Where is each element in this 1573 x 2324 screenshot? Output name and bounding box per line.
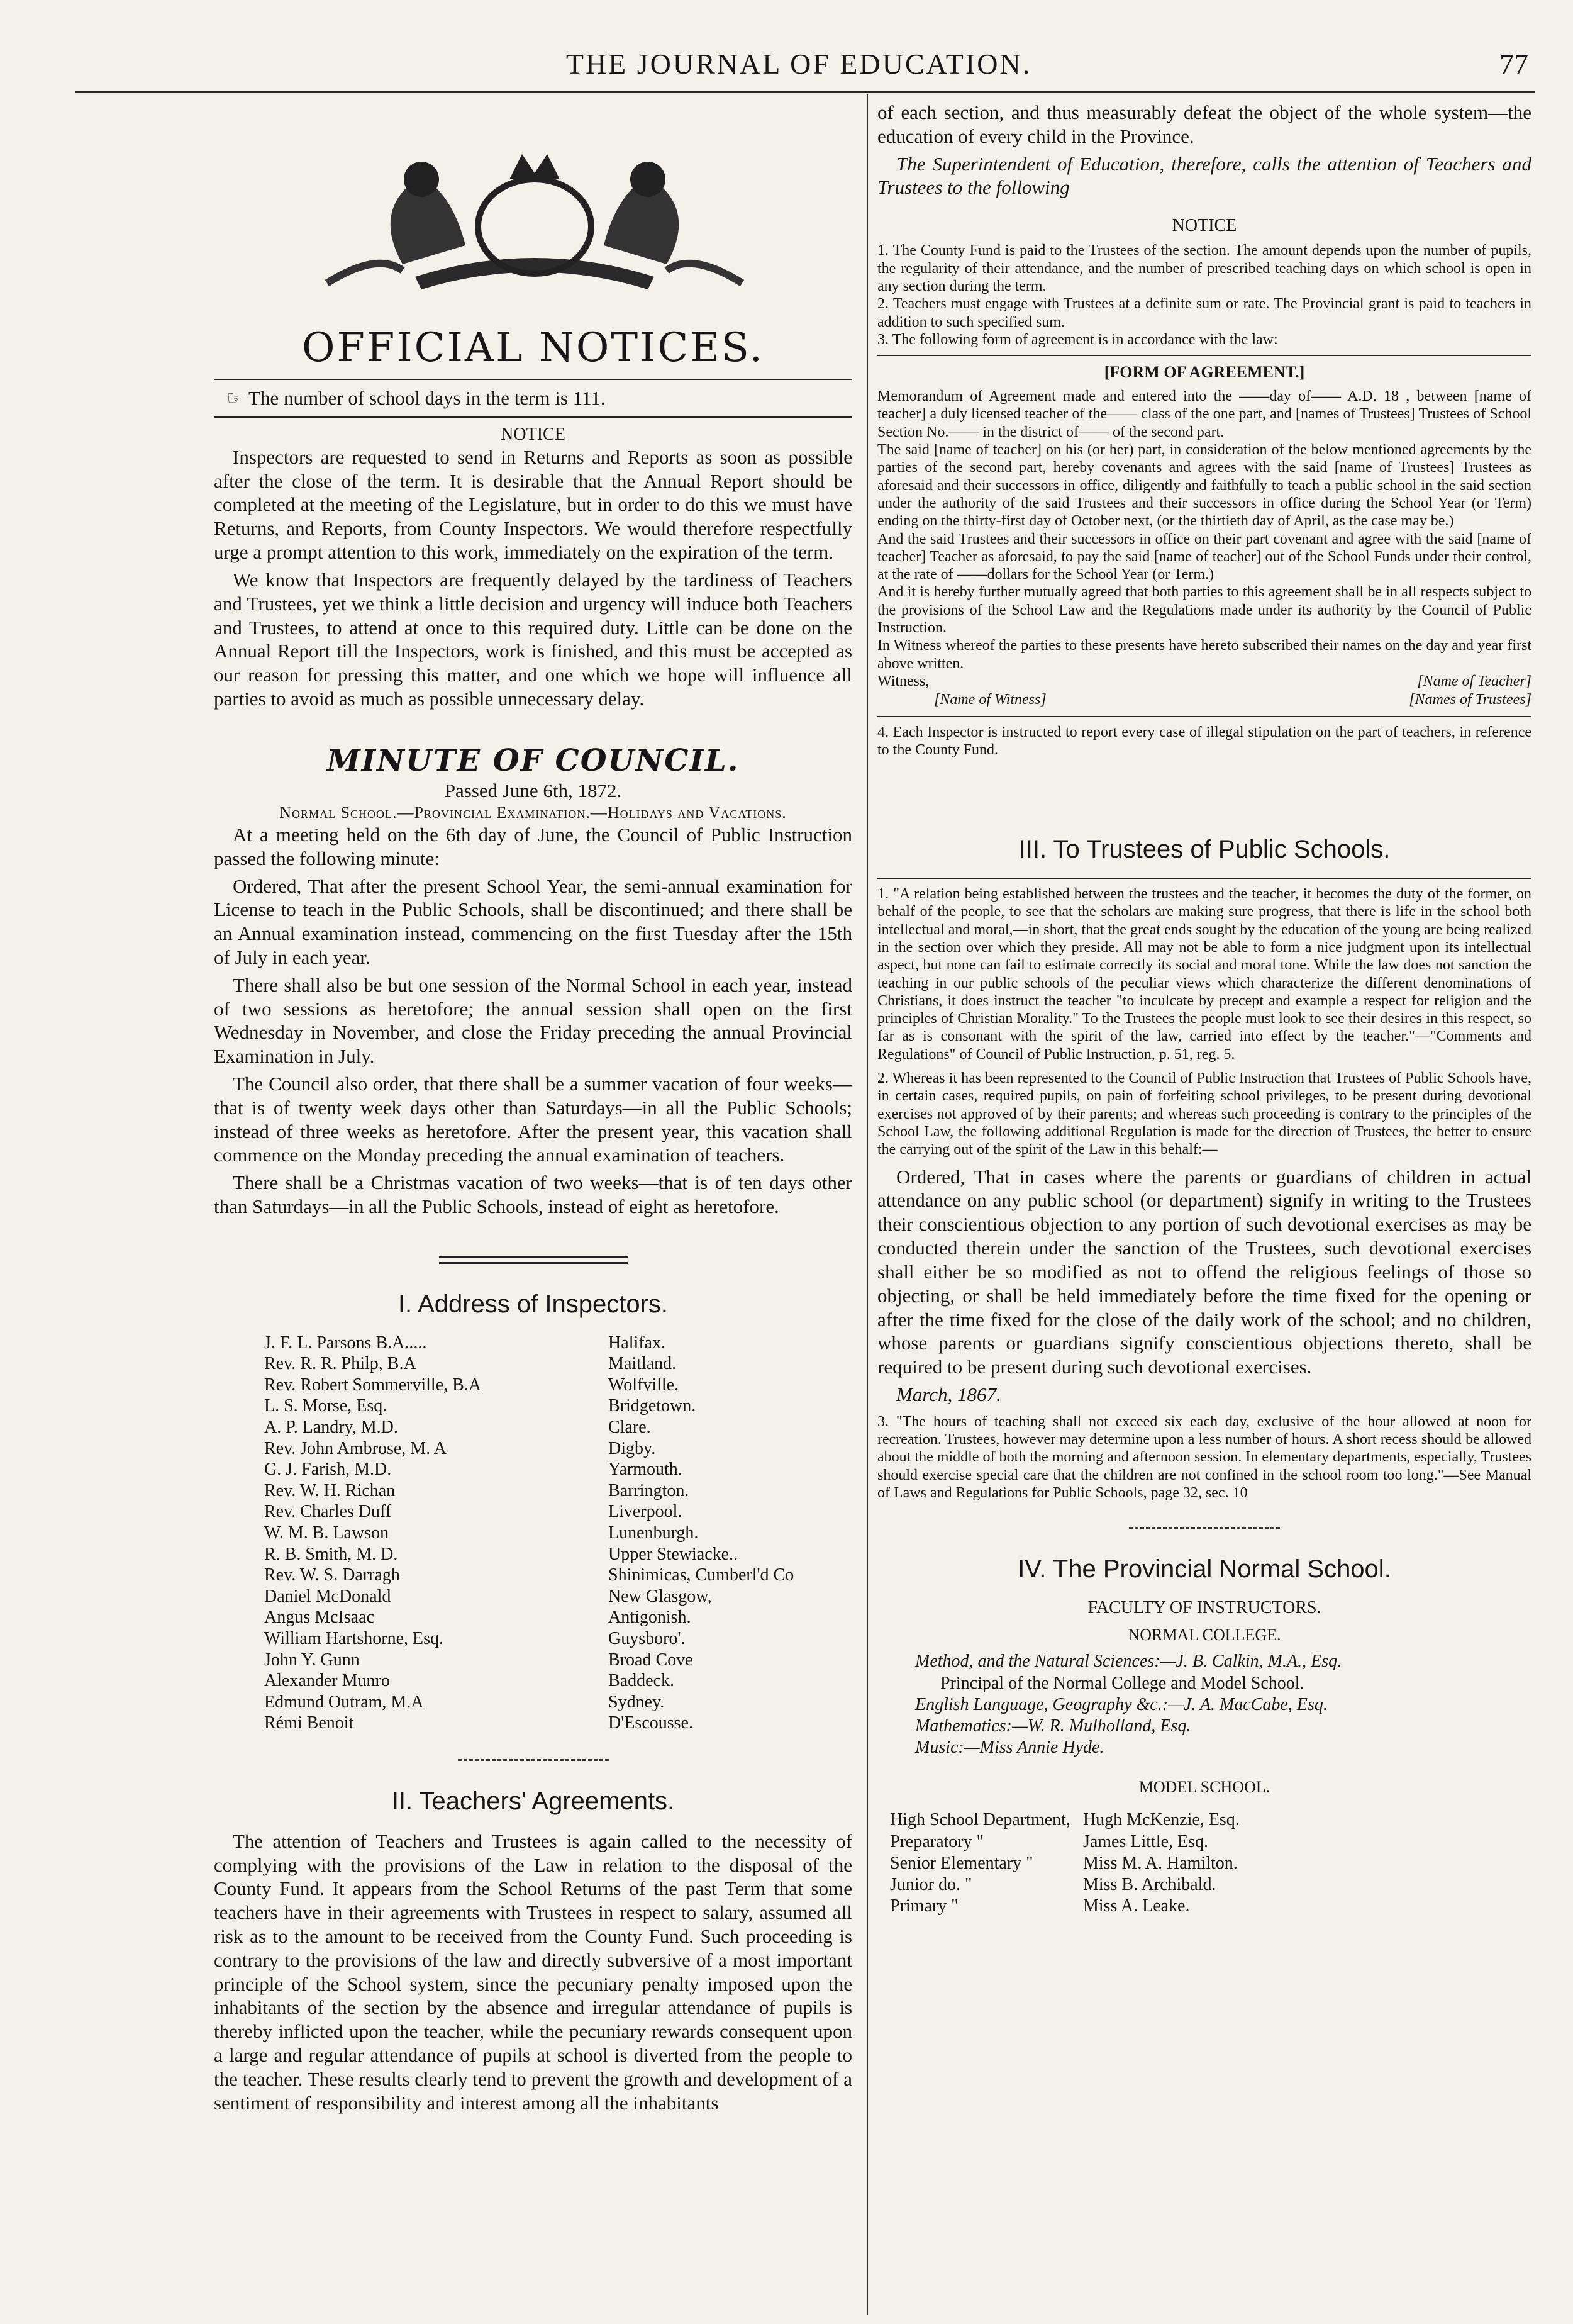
trustees-signature: [Names of Trustees]	[1409, 691, 1531, 708]
teacher-signature: [Name of Teacher]	[1417, 673, 1531, 690]
table-row	[890, 1896, 1252, 1917]
inspector-name: John Y. Gunn	[264, 1650, 360, 1670]
trustees-paragraph: 1. "A relation being established between the trustees and the teacher, it becomes the duty of the former, on behalf of the people, to see that the scholars are making sure progress, that there is life in the school both intellectual and moral,—in short, that the great ends sought by the education of the young are being realized in the section over which they preside. All may not be able to form a nice judgment upon its intellectual aspect, but none can fail to estimate correctly its social and moral tone. While the law does not sanction the teaching in our public schools of the peculiar views which characterize the different denominations of Christians, it does instruct the teacher "to inculcate by precept and example a respect for religion and the principles of Christian Morality." To the Trustees the people must look to see their desires in this respect, so far as is consonant with the spirit of the law, carried into effect by the teacher."—"Comments and Regulations" of Council of Public Instruction, p. 51, reg. 5.	[877, 885, 1531, 1063]
department: High School Department,	[890, 1810, 1070, 1830]
section-heading-normal-school: IV. The Provincial Normal School.	[1018, 1555, 1391, 1584]
minute-paragraph: Ordered, That after the present School Year, the semi-annual examination for License to teach in the Public Schools, shall be discontinued; and there shall be an Annual examination instead, commencing on the first Tuesday after the 15th of July in each year.	[214, 874, 852, 968]
section-heading-agreements: II. Teachers' Agreements.	[391, 1787, 675, 1815]
inspector-name: G. J. Farish, M.D.	[264, 1460, 392, 1480]
staff-name: Miss B. Archibald.	[1082, 1874, 1216, 1894]
inspector-place: D'Escousse.	[608, 1713, 693, 1733]
form-heading: [FORM OF AGREEMENT.]	[1104, 363, 1305, 382]
superintendent-paragraph: The Superintendent of Education, therefore, calls the attention of Teachers and Trustees to the following	[877, 152, 1531, 199]
school-days-text: The number of school days in the term is 111.	[248, 386, 606, 409]
inspector-name: Edmund Outram, M.A	[264, 1692, 424, 1712]
inspector-name: Angus McIsaac	[264, 1607, 374, 1628]
form-paragraph: In Witness whereof the parties to these presents have hereto subscribed their names on the day and year first above written.	[877, 637, 1531, 672]
section-heading-inspectors: I. Address of Inspectors.	[397, 1290, 669, 1318]
divider	[214, 416, 852, 418]
inspector-name: R. B. Smith, M. D.	[264, 1544, 398, 1564]
inspectors-table	[264, 1332, 903, 1734]
list-item: English Language, Geography &c.:—J. A. MacCabe, Esq.	[915, 1694, 1328, 1714]
witness-label: Witness,	[877, 673, 930, 690]
department: Preparatory "	[890, 1831, 984, 1852]
department: Junior do. "	[890, 1874, 972, 1894]
table-row	[890, 1874, 1252, 1896]
inspector-name: Rev. R. R. Philp, B.A	[264, 1354, 416, 1374]
table-row	[264, 1712, 903, 1734]
table-row	[264, 1565, 903, 1586]
minute-of-council-heading: MINUTE OF COUNCIL.	[326, 742, 740, 778]
minute-paragraph: The Council also order, that there shall be a summer vacation of four weeks—that is of twenty week days other than Saturdays—in all the Public Schools; instead of three weeks as heretofore. After the present year, this vacation shall commence on the Monday preceding the annual examination of teachers.	[214, 1073, 852, 1166]
list-item: Method, and the Natural Sciences:—J. B. Calkin, M.A., Esq.	[915, 1651, 1342, 1672]
inspector-name: Rev. John Ambrose, M. A	[264, 1438, 447, 1458]
inspector-place: Broad Cove	[608, 1650, 693, 1670]
staff-name: Hugh McKenzie, Esq.	[1082, 1810, 1240, 1830]
inspector-place: Baddeck.	[608, 1671, 675, 1691]
inspector-place: Bridgetown.	[608, 1396, 696, 1416]
model-school-heading: MODEL SCHOOL.	[1138, 1778, 1270, 1797]
department: Senior Elementary "	[890, 1853, 1033, 1873]
staff-name: Miss A. Leake.	[1082, 1896, 1190, 1916]
inspector-name: William Hartshorne, Esq.	[264, 1628, 444, 1648]
staff-name: Miss M. A. Hamilton.	[1082, 1853, 1238, 1873]
staff-name: James Little, Esq.	[1082, 1831, 1209, 1852]
inspector-name: Rev. Robert Sommerville, B.A	[264, 1375, 482, 1395]
table-row	[264, 1480, 903, 1502]
table-row	[264, 1332, 903, 1354]
inspector-place: Lunenburgh.	[608, 1523, 699, 1543]
inspector-name: L. S. Morse, Esq.	[264, 1396, 387, 1416]
list-item: Music:—Miss Annie Hyde.	[915, 1738, 1104, 1758]
minute-paragraph: There shall be a Christmas vacation of two weeks—that is of ten days other than Saturdays—in all the Public Schools, instead of eight as heretofore.	[214, 1171, 852, 1218]
inspector-name: Alexander Munro	[264, 1671, 390, 1691]
form-paragraph: The said [name of teacher] on his (or her) part, in consideration of the below mentioned agreements by the parties of the second part, hereby covenants and agrees with the said [name of Trustees] Trustees as aforesaid and their successors in office, diligently and faithfully to teach a public school in the said section under the authority of the said Trustees and their successors in office during the School Year (or Term) ending on the thirty-first day of October next, (or the thirtieth day of April, as the case may be.)	[877, 441, 1531, 530]
signature-line	[877, 691, 1531, 709]
page-number: 77	[1499, 48, 1528, 80]
signature-line	[877, 673, 1531, 691]
inspector-place: Sydney.	[608, 1692, 665, 1712]
inspector-name: W. M. B. Lawson	[264, 1523, 389, 1543]
table-row	[264, 1670, 903, 1692]
header-rule	[75, 91, 1535, 93]
pointing-hand-icon: ☞	[226, 386, 244, 409]
table-row	[264, 1501, 903, 1522]
table-row	[264, 1438, 903, 1460]
minute-paragraph: At a meeting held on the 6th day of June, the Council of Public Instruction passed the following minute:	[214, 823, 852, 869]
left-column	[214, 101, 852, 2119]
divider	[877, 355, 1531, 356]
inspector-name: Daniel McDonald	[264, 1586, 391, 1606]
inspector-place: Digby.	[608, 1438, 656, 1458]
inspector-place: Wolfville.	[608, 1375, 679, 1395]
inspector-name: Rev. W. S. Darragh	[264, 1565, 400, 1585]
table-row	[890, 1831, 1252, 1853]
section-divider	[1129, 1527, 1280, 1529]
royal-crest-image	[214, 120, 852, 308]
table-row	[264, 1375, 903, 1396]
inspector-place: Guysboro'.	[608, 1628, 686, 1648]
notice-item: 3. The following form of agreement is in accordance with the law:	[877, 331, 1278, 348]
table-row	[264, 1607, 903, 1628]
divider	[877, 716, 1531, 717]
table-row	[264, 1459, 903, 1480]
inspector-place: Liverpool.	[608, 1502, 682, 1522]
inspector-place: New Glasgow,	[608, 1586, 712, 1606]
inspector-place: Halifax.	[608, 1332, 666, 1353]
table-row	[890, 1853, 1252, 1874]
table-row	[264, 1628, 903, 1650]
section-divider	[439, 1256, 628, 1264]
march-date: March, 1867.	[896, 1383, 1001, 1405]
agreements-paragraph: The attention of Teachers and Trustees is again called to the necessity of complying with the provisions of the Law in relation to the disposal of the County Fund. It appears from the School Returns of the past Term that some teachers have in their agreements with Trustees in respect to salary, assumed all risk as to the amount to be received from the County Fund. Such proceeding is contrary to the provisions of the law and directly subversive of a most important principle of the School system, since the pecuniary penalty imposed upon the inhabitants of the section by the absence and irregular attendance of pupils is thereby inflicted upon the teacher, while the pecuniary rewards consequent upon a large and regular attendance of pupils at school is diverted from the people to the teacher. These results clearly tend to prevent the growth and development of a sentiment of responsibility and interest among all the inhabitants	[214, 1830, 852, 2114]
table-row	[264, 1650, 903, 1671]
inspector-name: Rémi Benoit	[264, 1713, 354, 1733]
continuation-paragraph: of each section, and thus measurably defeat the object of the whole system—the education of every child in the Province.	[877, 101, 1531, 147]
inspector-place: Upper Stewiacke..	[608, 1544, 738, 1564]
official-notices-heading: OFFICIAL NOTICES.	[302, 324, 764, 371]
page-header	[69, 47, 1528, 85]
minute-paragraph: There shall also be but one session of the Normal School in each year, instead of two sessions as heretofore; the annual session shall open on the first Wednesday in November, and close the Friday preceding the annual Provincial Examination in July.	[214, 973, 852, 1068]
inspector-place: Shinimicas, Cumberl'd Co	[608, 1565, 794, 1585]
notice-heading: NOTICE	[501, 424, 565, 444]
table-row	[264, 1395, 903, 1417]
inspector-place: Clare.	[608, 1417, 651, 1438]
table-row	[890, 1809, 1252, 1831]
inspector-place: Barrington.	[608, 1480, 689, 1500]
trustees-paragraph: 2. Whereas it has been represented to the Council of Public Instruction that Trustees of Public Schools have, in certain cases, required pupils, on pain of forfeiting school privileges, to be present during devotional exercises not approved of by their parents; and whereas such proceeding is contrary to the principles of the School Law, the following additional Regulation is made for the direction of Trustees, the better to ensure the carrying out of the spirit of the Law in this behalf:—	[877, 1070, 1531, 1158]
table-row	[264, 1586, 903, 1607]
trustees-paragraph: 3. "The hours of teaching shall not exceed six each day, exclusive of the hour allowed at noon for recreation. Trustees, however may determine upon a less number of hours. A short recess should be allowed about the middle of both the morning and afternoon session. In elementary departments, especially, Trustees should exercise special care that the children are not confined in the school room too long."—See Manual of Laws and Regulations for Public Schools, page 32, sec. 10	[877, 1413, 1531, 1502]
department: Primary "	[890, 1896, 959, 1916]
form-paragraph: And it is hereby further mutually agreed that both parties to this agreement shall be in all respects subject to the provisions of the School Law and the Regulations made under its authority by the Council of Public Instruction.	[877, 584, 1531, 637]
notice-paragraph: We know that Inspectors are frequently delayed by the tardiness of Teachers and Trustees, yet we think a little decision and urgency will induce both Teachers and Trustees, to attend at once to this required duty. Little can be done on the Annual Report till the Inspectors, work is finished, and this must be accepted as our reason for pressing this matter, and one which we hope will influence all parties to avoid as much as possible unnecessary delay.	[214, 568, 852, 710]
inspector-name: J. F. L. Parsons B.A.....	[264, 1332, 427, 1353]
notice-item: 2. Teachers must engage with Trustees at a definite sum or rate. The Provincial grant is paid to teachers in addition to such specified sum.	[877, 296, 1531, 330]
running-title: THE JOURNAL OF EDUCATION.	[565, 48, 1032, 80]
normal-college-heading: NORMAL COLLEGE.	[1128, 1626, 1281, 1645]
minute-passed-date: Passed June 6th, 1872.	[444, 779, 622, 802]
instructors-list	[915, 1651, 1531, 1758]
notice-item: 4. Each Inspector is instructed to report every case of illegal stipulation on the part of teachers, in reference to the County Fund.	[877, 723, 1531, 758]
witness-signature: [Name of Witness]	[934, 691, 1047, 708]
inspector-name: Rev. Charles Duff	[264, 1502, 392, 1522]
school-days-notice	[226, 386, 852, 410]
faculty-heading: FACULTY OF INSTRUCTORS.	[1087, 1598, 1321, 1618]
table-row	[264, 1522, 903, 1544]
inspector-name: Rev. W. H. Richan	[264, 1480, 396, 1500]
minute-subhead: Normal School.—Provincial Examination.—Holidays and Vacations.	[279, 803, 787, 822]
list-item: Principal of the Normal College and Model School.	[940, 1673, 1304, 1693]
form-paragraph: Memorandum of Agreement made and entered into the ——day of—— A.D. 18 , between [name of teacher] a duly licensed teacher of the—— class of the one part, and [names of Trustees] Trustees of School Section No.—— in the district of—— of the second part.	[877, 388, 1531, 440]
notice-paragraph: Inspectors are requested to send in Returns and Reports as soon as possible after the close of the term. It is desirable that the Annual Report should be completed at the meeting of the Legislature, but in order to do this we must have Returns, and Reports, from County Inspectors. We would therefore respectfully urge a prompt attention to this work, immediately on the expiration of the term.	[214, 445, 852, 564]
section-divider	[458, 1759, 609, 1761]
divider	[214, 379, 852, 380]
inspector-place: Maitland.	[608, 1354, 677, 1374]
model-school-table	[890, 1809, 1252, 1917]
table-row	[264, 1692, 903, 1713]
notice-heading: NOTICE	[1172, 216, 1237, 236]
list-item: Mathematics:—W. R. Mulholland, Esq.	[915, 1716, 1191, 1736]
form-paragraph: And the said Trustees and their successors in office on their part covenant and agree with the said [name of teacher] Teacher as aforesaid, to pay the said [name of teacher] out of the School Funds under their control, at the rate of ——dollars for the School Year (or Term.)	[877, 530, 1531, 583]
inspector-place: Antigonish.	[608, 1607, 691, 1628]
table-row	[264, 1353, 903, 1375]
right-column	[877, 101, 1531, 1917]
table-row	[264, 1417, 903, 1438]
divider	[877, 878, 1531, 879]
ordered-paragraph: Ordered, That in cases where the parents or guardians of children in actual attendance on any public school (or department) signify in writing to the Trustees their conscientious objection to any portion of such devotional exercises as may be conducted therein under the sanction of the Trustees, such devotional exercises shall either be so modified as not to offend the religious feelings of those so objecting, or shall be held immediately before the time fixed for the opening or after the time fixed for the close of the daily work of the school; and no children, whose parents or guardians signify conscientious objections thereto, shall be required to be present during such devotional exercises.	[877, 1165, 1531, 1378]
table-row	[264, 1544, 903, 1565]
column-divider	[867, 94, 868, 2315]
inspector-place: Yarmouth.	[608, 1460, 682, 1480]
notice-item: 1. The County Fund is paid to the Trustees of the section. The amount depends upon the number of pupils, the regularity of their attendance, and the number of prescribed teaching days on which school is open in any section during the term.	[877, 242, 1531, 295]
section-heading-trustees: III. To Trustees of Public Schools.	[1018, 835, 1391, 864]
inspector-name: A. P. Landry, M.D.	[264, 1417, 398, 1438]
